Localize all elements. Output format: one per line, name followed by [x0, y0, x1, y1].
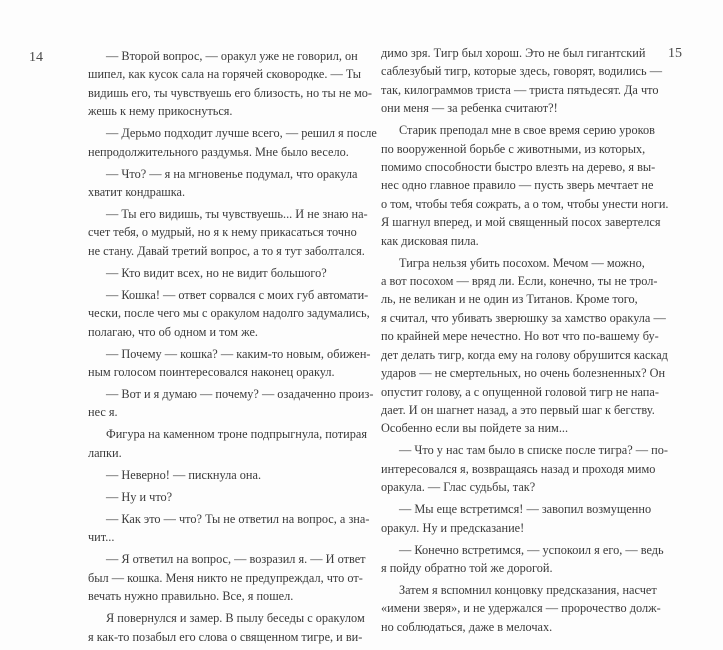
- text-line: — Что? — я на мгновенье подумал, что оракула: [106, 166, 358, 181]
- paragraph: [381, 541, 664, 578]
- paragraph: [88, 550, 366, 605]
- text-line: чит...: [88, 530, 115, 545]
- paragraph: [88, 286, 370, 341]
- text-line: счет тебя, о мудрый, но я к нему прикасаться точно: [88, 225, 357, 240]
- paragraph: [381, 121, 669, 250]
- text-line: — Кто видит всех, но не видит большого?: [106, 265, 327, 280]
- text-line: — Неверно! — пискнула она.: [106, 467, 262, 482]
- text-line: видишь его, ты чувствуешь его близость, но ты не мо-: [88, 85, 373, 100]
- text-line: Старик преподал мне в свое время серию уроков: [399, 123, 655, 138]
- left-page-text: [88, 47, 377, 650]
- text-line: вечать нужно правильно. Все, я пошел.: [88, 589, 294, 604]
- page-number-left: 14: [29, 50, 43, 65]
- text-line: как дисковая пила.: [381, 233, 479, 248]
- text-line: — Кошка! — ответ сорвался с моих губ автомати-: [106, 287, 369, 302]
- text-line: — Вот и я думаю — почему? — озадаченно произ-: [106, 387, 374, 402]
- text-line: опустит голову, а с опущенной головой тигр не напа-: [381, 384, 659, 399]
- paragraph: [381, 581, 661, 636]
- text-line: ным голосом поинтересовался наконец оракул.: [88, 365, 335, 380]
- text-line: Затем я вспомнил концовку предсказания, насчет: [399, 582, 657, 597]
- text-line: о том, чтобы тебя сожрать, а о том, чтобы унести ноги.: [381, 196, 669, 211]
- text-line: жешь к нему прикоснуться.: [88, 104, 233, 119]
- paragraph: [381, 254, 668, 438]
- text-line: ль, не великан и не один из Титанов. Кроме того,: [381, 292, 638, 307]
- text-line: нес одно главное правило — пусть зверь мечтает не: [381, 178, 654, 193]
- page-number-right: 15: [668, 46, 682, 61]
- text-line: — Дерьмо подходит лучше всего, — решил я после: [106, 126, 377, 141]
- paragraph: [381, 44, 662, 118]
- text-line: они меня — за ребенка считают?!: [381, 101, 558, 116]
- paragraph: [88, 124, 377, 161]
- text-line: Особенно если вы пойдете за ним...: [381, 421, 569, 436]
- text-line: оракул. Ну и предсказание!: [381, 520, 525, 535]
- text-line: по крайней мере нечестно. Но вот что по-вашему бу-: [381, 329, 659, 344]
- right-page-text: [381, 44, 669, 640]
- text-line: дает. И он шагнет назад, а это первый шаг к бегству.: [381, 402, 655, 417]
- text-line: — Ну и что?: [106, 489, 173, 504]
- text-line: дет делать тигр, когда ему на голову обрушится каскад: [381, 347, 668, 362]
- paragraph: [88, 165, 358, 202]
- text-line: ударов — не смертельных, но очень болезненных? Он: [381, 366, 666, 381]
- text-line: — Ты его видишь, ты чувствуешь... И не знаю на-: [106, 207, 368, 222]
- paragraph: [88, 488, 340, 506]
- paragraph: [88, 466, 340, 484]
- text-line: интересовался я, возвращаясь назад и проходя мимо: [381, 461, 656, 476]
- text-line: — Почему — кошка? — каким-то новым, обижен-: [106, 346, 371, 361]
- text-line: я как-то позабыл его слова о священном тигре, и ви-: [88, 629, 363, 644]
- text-line: полагаю, что об одном и том же.: [88, 324, 259, 339]
- text-line: хватит кондрашка.: [88, 185, 186, 200]
- paragraph: [88, 345, 371, 382]
- text-line: Тигра нельзя убить посохом. Мечом — можно,: [399, 255, 645, 270]
- text-line: Я шагнул вперед, и мой священный посох завертелся: [381, 215, 661, 230]
- paragraph: [88, 425, 368, 462]
- paragraph: [88, 609, 365, 646]
- text-line: непродолжительного раздумья. Мне было весело.: [88, 144, 349, 159]
- text-line: Я повернулся и замер. В пылу беседы с оракулом: [106, 611, 365, 626]
- paragraph: [88, 264, 340, 282]
- text-line: — Я ответил на вопрос, — возразил я. — И ответ: [106, 552, 366, 567]
- text-line: — Мы еще встретимся! — завопил возмущенно: [399, 502, 652, 517]
- text-line: так, килограммов триста — триста пятьдесят. Да что: [381, 82, 659, 97]
- text-line: шипел, как кусок сала на горячей сковородке. — Ты: [88, 67, 362, 82]
- text-line: я считал, что убивать зверюшку за хамство оракула —: [381, 310, 666, 325]
- paragraph: [381, 441, 668, 496]
- text-line: — Второй вопрос, — оракул уже не говорил, он: [106, 49, 358, 63]
- text-line: Фигура на каменном троне подпрыгнула, потирая: [106, 427, 368, 442]
- text-line: не стану. Давай третий вопрос, а то я тут заболтался.: [88, 243, 365, 258]
- text-line: по вооруженной борьбе с животными, из которых,: [381, 141, 646, 156]
- text-line: чески, после чего мы с оракулом надолго задумались,: [88, 306, 370, 321]
- text-line: — Конечно встретимся, — успокоил я его, — ведь: [399, 542, 664, 557]
- text-line: — Что у нас там было в списке после тигра? — по-: [399, 443, 668, 458]
- text-line: «имени зверя», и не удержался — пророчество долж-: [381, 601, 661, 616]
- text-line: димо зря. Тигр был хорош. Это не был гигантский: [381, 46, 646, 60]
- paragraph: [88, 385, 374, 422]
- paragraph: [88, 205, 368, 260]
- paragraph: [381, 500, 652, 537]
- text-line: был — кошка. Меня никто не предупреждал, что от-: [88, 570, 363, 585]
- text-line: я пойду обратно той же дорогой.: [381, 560, 553, 575]
- text-line: а вот посохом — вряд ли. Если, конечно, ты не трол-: [381, 274, 658, 289]
- text-line: оракула. — Глас судьбы, так?: [381, 480, 536, 495]
- paragraph: [88, 47, 373, 121]
- text-line: помимо способности быстро влезть на дерево, я вы-: [381, 160, 656, 175]
- text-line: — Как это — что? Ты не ответил на вопрос, а зна-: [106, 511, 370, 526]
- text-line: нес я.: [88, 405, 118, 420]
- text-line: но соблюдаться, даже в мелочах.: [381, 619, 553, 634]
- paragraph: [88, 510, 370, 547]
- text-line: саблезубый тигр, которые здесь, говорят, водились —: [381, 64, 662, 79]
- text-line: лапки.: [88, 445, 122, 460]
